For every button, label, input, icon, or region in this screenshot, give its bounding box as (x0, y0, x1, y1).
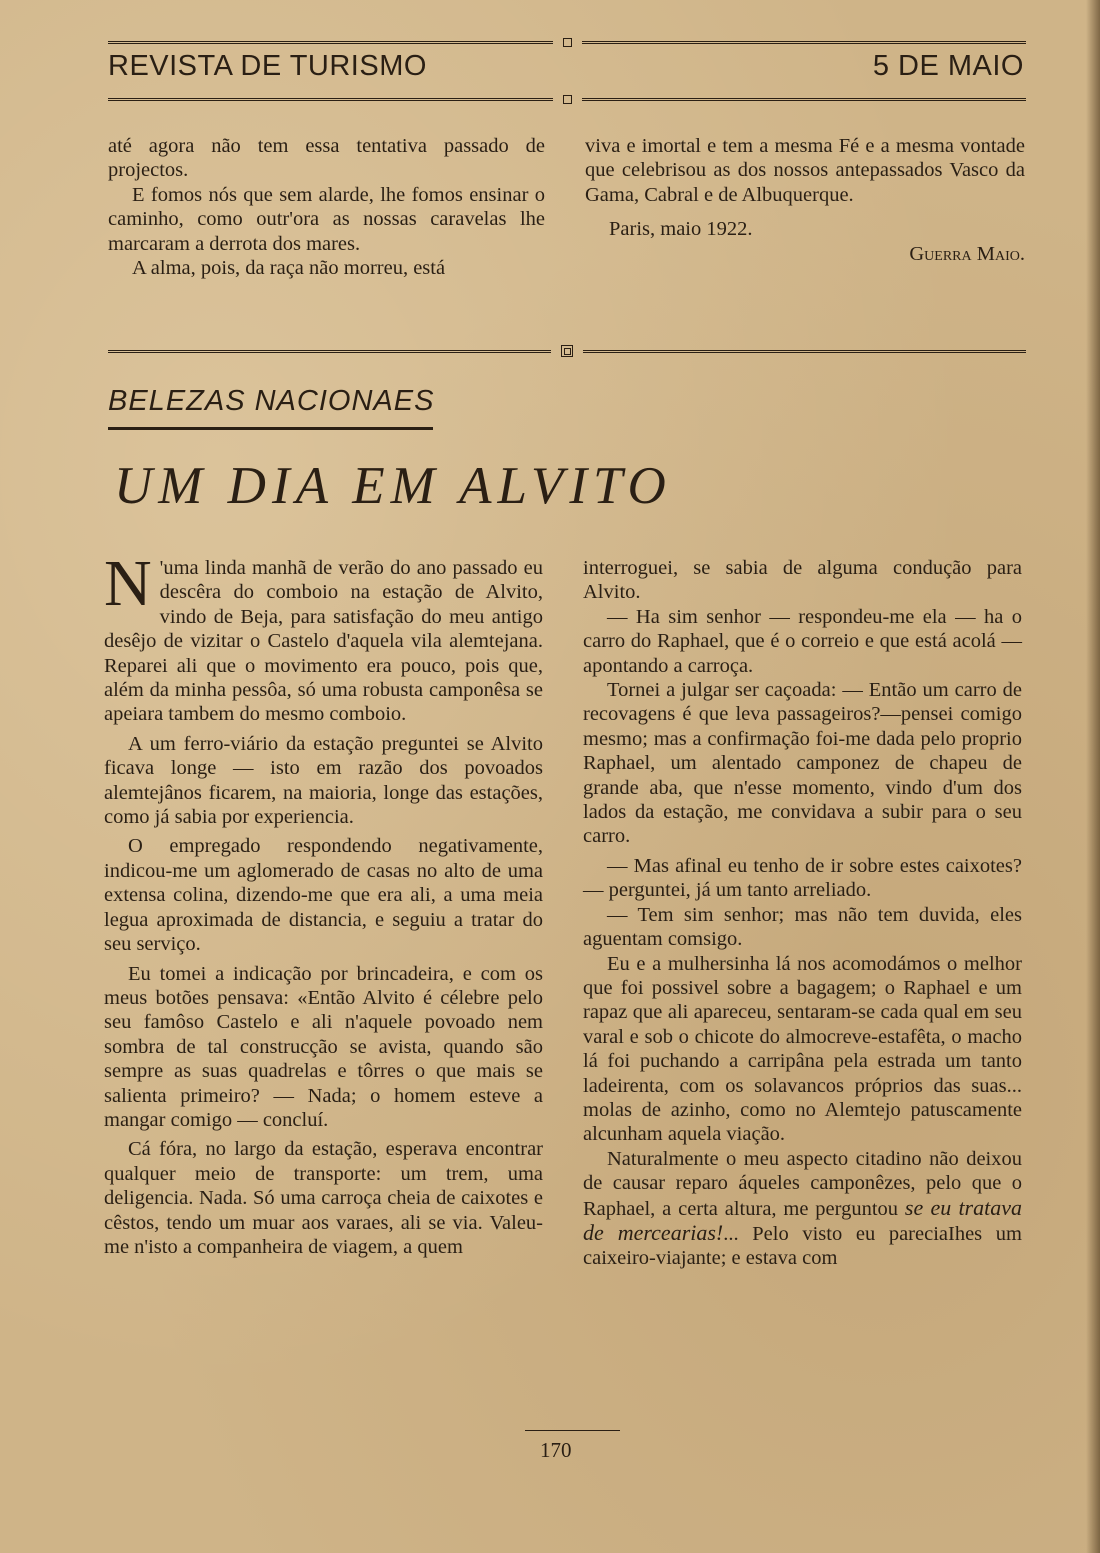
paragraph: A alma, pois, da raça não morreu, está (132, 257, 446, 280)
paragraph: Eu e a mulhersinha lá nos acomodámos o melhor que foi possivel sobre a bagagem; o Raphael e um rapaz que ali apareceu, sentaram-se cada qual em seu varal e sob o chicote do almocreve-estafêta, o macho lá foi puchando a carripâna pela estrada um tanto ladeirenta, com os solavancos próprios das suas... molas de azinho, como no Alemtejo patuscamente alcunham aquela viação. (583, 952, 1022, 1146)
header-top-rule (108, 38, 1026, 47)
author-signature: Guerra Maio. (909, 242, 1025, 265)
paragraph: viva e imortal e tem a mesma Fé e a mesma vontade que celebrisou as dos nossos antepassados Vasco da Gama, Cabral e de Albuquerque. (585, 135, 1025, 206)
section-divider (108, 345, 1026, 357)
paragraph: A um ferro-viário da estação preguntei se Alvito ficava longe — isto em razão dos povoados alemtejânos ficarem, na maioria, longe das estações, como já sabia por experiencia. (104, 732, 543, 829)
article-left-column (104, 547, 543, 1259)
section-label: BELEZAS NACIONAES (108, 385, 435, 417)
prev-article-right-column (585, 134, 1025, 266)
drop-cap: N (104, 547, 152, 620)
paragraph: — Tem sim senhor; mas não tem duvida, eles aguentam comsigo. (583, 903, 1022, 951)
paragraph: interroguei, se sabia de alguma condução para Alvito. (583, 557, 1022, 604)
issue-date: 5 DE MAIO (872, 50, 1024, 82)
article-title: UM DIA EM ALVITO (114, 457, 672, 515)
article-right-column (583, 556, 1022, 1271)
ornament-square-icon (561, 345, 573, 357)
italic-quote: se eu tratava de mercearias! (583, 1194, 1022, 1245)
paragraph: N 'uma linda manhã de verão do ano passado eu descêra do comboio na estação de Alvito, vindo de Beja, para satisfação do meu antigo desêjo de vizitar o Castelo d'aquela vila alemtejana. Reparei ali que o movimento era pouco, pois que, além da minha pessôa, só uma robusta camponêsa se apeiara tambem do mesmo comboio. (104, 547, 543, 726)
paragraph: O empregado respondendo negativamente, indicou-me um aglomerado de casas no alto de uma extensa colina, dizendo-me que era ali, a uma meia legua aproximada de distancia, e seguiu a tratar do seu serviço. (104, 835, 543, 956)
section-underline (108, 427, 433, 430)
paragraph: — Mas afinal eu tenho de ir sobre estes caixotes? — perguntei, já um tanto arreliado. (583, 854, 1022, 902)
paragraph: Eu tomei a indicação por brincadeira, e com os meus botões pensava: «Então Alvito é célebre pelo seu famôso Castelo e ali n'aquele povoado nem sombra de tal construcção se avista, quando são sempre as suas quadrelas e tôrres o que mais se salienta primeiro? — Nada; o homem esteve a mangar comigo — concluí. (104, 962, 543, 1131)
page-edge-shadow (1086, 0, 1100, 1553)
ornament-square-icon (563, 95, 572, 104)
paragraph: Tornei a julgar ser caçoada: — Então um carro de recovagens é que leva passageiros?—pensei comigo mesmo; mas a confirmação foi-me dada pelo proprio Raphael, um alentado camponez de chapeu de grande aba, que n'esse momento, vindo d'um dos lados da estação, me convidava a subir para o seu carro. (583, 679, 1022, 848)
magazine-name: REVISTA DE TURISMO (108, 50, 427, 82)
paragraph: — Ha sim senhor — respondeu-me ela — ha o carro do Raphael, que é o correio e que está acolá — apontando a carroça. (583, 605, 1022, 677)
ornament-square-icon (563, 38, 572, 47)
prev-article-left-column (108, 134, 545, 280)
page-number: 170 (540, 1438, 572, 1462)
paragraph: Cá fóra, no largo da estação, esperava encontrar qualquer meio de transporte: um trem, uma deligencia. Nada. Só uma carroça cheia de caixotes e cêstos, tendo um muar aos varaes, ali se via. Valeu-me n'isto a companheira de viagem, a quem (104, 1138, 543, 1258)
paragraph: Naturalmente o meu aspecto citadino não deixou de causar reparo áqueles camponêzes, pelo que o Raphael, a certa altura, me perguntou se eu tratava de mercearias!... Pelo visto eu pareciaIhes um caixeiro-viajante; e estava com (583, 1147, 1022, 1270)
paragraph: até agora não tem essa tentativa passado de projectos. (108, 135, 545, 182)
footer-rule (525, 1430, 620, 1431)
paragraph: E fomos nós que sem alarde, lhe fomos ensinar o caminho, como outr'ora as nossas caravelas lhe marcaram a derrota dos mares. (108, 183, 545, 255)
place-date: Paris, maio 1922. (609, 218, 753, 241)
header-bottom-rule (108, 95, 1026, 104)
